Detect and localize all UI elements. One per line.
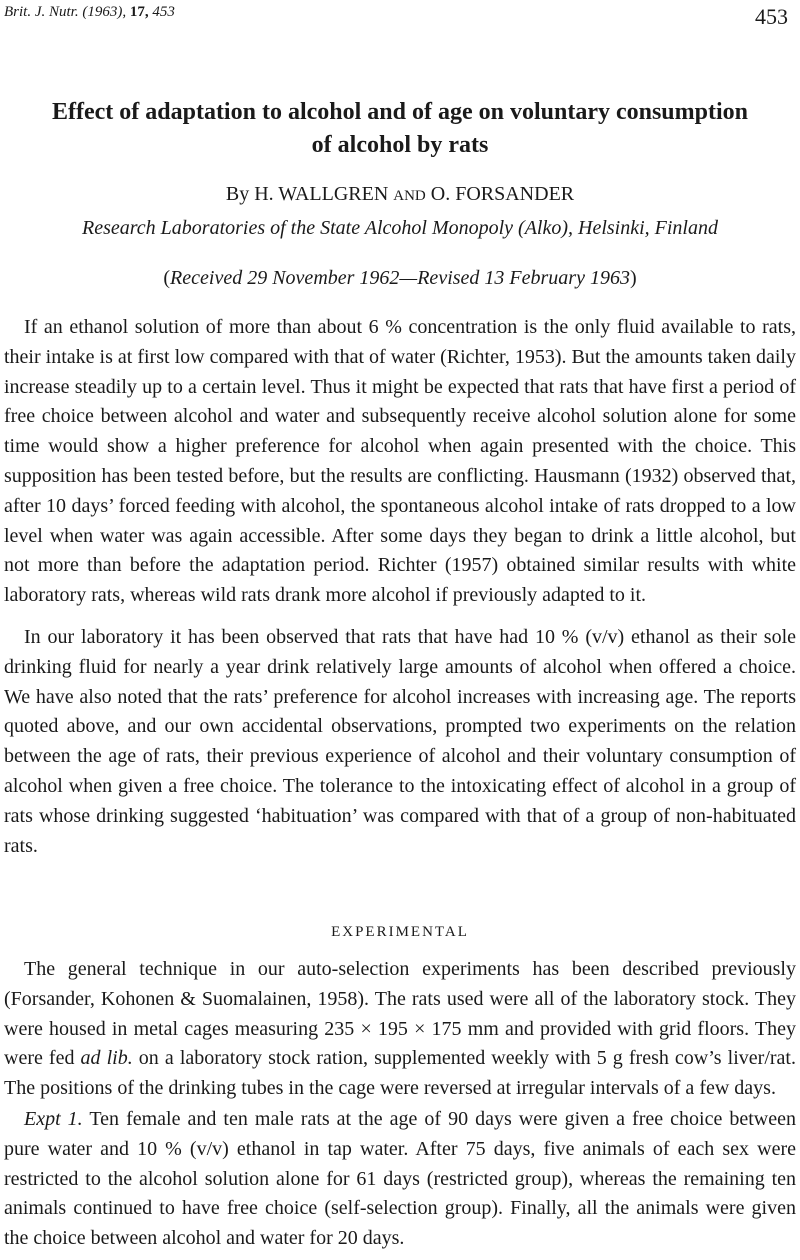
journal-page-ref: 453 [152,4,175,20]
by-label: By [225,183,250,205]
affiliation: Research Laboratories of the State Alcohol Monopoly (Alko), Helsinki, Finland [81,217,718,239]
experimental-paragraph-1 [4,955,796,1104]
experiment-1-paragraph [4,1105,796,1254]
author-line [0,183,800,206]
journal-name: Brit. J. Nutr. [4,4,79,20]
journal-volume: 17, [129,4,149,20]
received-open-paren: ( [163,267,171,289]
intro-paragraph-1-text: If an ethanol solution of more than about 6 % concentration is the only fluid available to rats, their intake is at first low compared with that of water (Richter, 1953). But the amounts taken daily increase steadily up to a certain level. Thus it might be expected that rats that have first a period of free choice between alcohol and water and subsequently receive alcohol solution alone for some time would show a higher preference for alcohol when again presented with the choice. This supposition has been tested before, but the results are conflicting. Hausmann (1932) observed that, after 10 days’ forced feeding with alcohol, the spontaneous alcohol intake of rats dropped to a low level when water was again accessible. After some days they began to drink a little alcohol, but not more than before the adaptation period. Richter (1957) obtained similar results with white laboratory rats, whereas wild rats drank more alcohol if previously adapted to it. [4,316,796,607]
received-close-paren: ) [629,267,637,289]
experiment-1-text [4,1105,796,1254]
experimental-paragraph-1-text [4,955,796,1104]
page-number: 453 [755,4,788,29]
received-date: 29 November 1962 [247,267,400,289]
author-1: H. WALLGREN [254,183,389,205]
revised-label: Revised [417,267,480,289]
expt-1-label: Expt 1. [24,1108,83,1130]
expt-1-body: Ten female and ten male rats at the age of 90 days were given a free choice between pure water and 10 % (v/v) ethanol in tap water. After 75 days, five animals of each sex were restricted to the alcohol solution alone for 61 days (restricted group), whereas the remaining ten animals continued to have free choice (self-selection group). Finally, all the animals were given the choice between alcohol and water for 20 days. [4,1108,797,1250]
intro-paragraph-2-text: In our laboratory it has been observed that rats that have had 10 % (v/v) ethanol as their sole drinking fluid for nearly a year drink relatively large amounts of alcohol when offered a choice. We have also noted that the rats’ preference for alcohol increases with increasing age. The reports quoted above, and our own accidental observations, prompted two experiments on the relation between the age of rats, their previous experience of alcohol and their voluntary consumption of alcohol when given a free choice. The tolerance to the intoxicating effect of alcohol in a group of rats whose drinking suggested ‘habituation’ was compared with that of a group of non-habituated rats. [4,626,796,857]
received-dash: — [399,267,418,289]
revised-date: 13 February 1963 [484,267,630,289]
and-label: AND [393,188,426,204]
running-head [4,4,175,21]
exp-p1-part-a: The general technique in our auto-selection experiments has been described previously (Forsander, Kohonen & Suomalainen, 1958). The rats used were all of the laboratory stock. They were housed in metal cages measuring 235 × 195 × 175 mm and provided with grid floors. They were fed [4,958,796,1070]
author-2: O. FORSANDER [430,183,575,205]
received-label: Received [170,267,243,289]
article-title: Effect of adaptation to alcohol and of age on voluntary consumption of alcohol by rats [51,99,749,158]
intro-paragraph-1 [4,313,796,611]
ad-lib-italic: ad lib. [80,1047,133,1070]
intro-paragraph-2 [4,623,796,861]
journal-year: (1963), [82,4,127,20]
received-line [0,267,800,290]
exp-p1-part-b: on a laboratory stock ration, supplemented weekly with 5 g fresh cow’s liver/rat. The positions of the drinking tubes in the cage were reversed at irregular intervals of a few days. [4,1047,796,1100]
section-heading-experimental: EXPERIMENTAL [331,924,469,940]
